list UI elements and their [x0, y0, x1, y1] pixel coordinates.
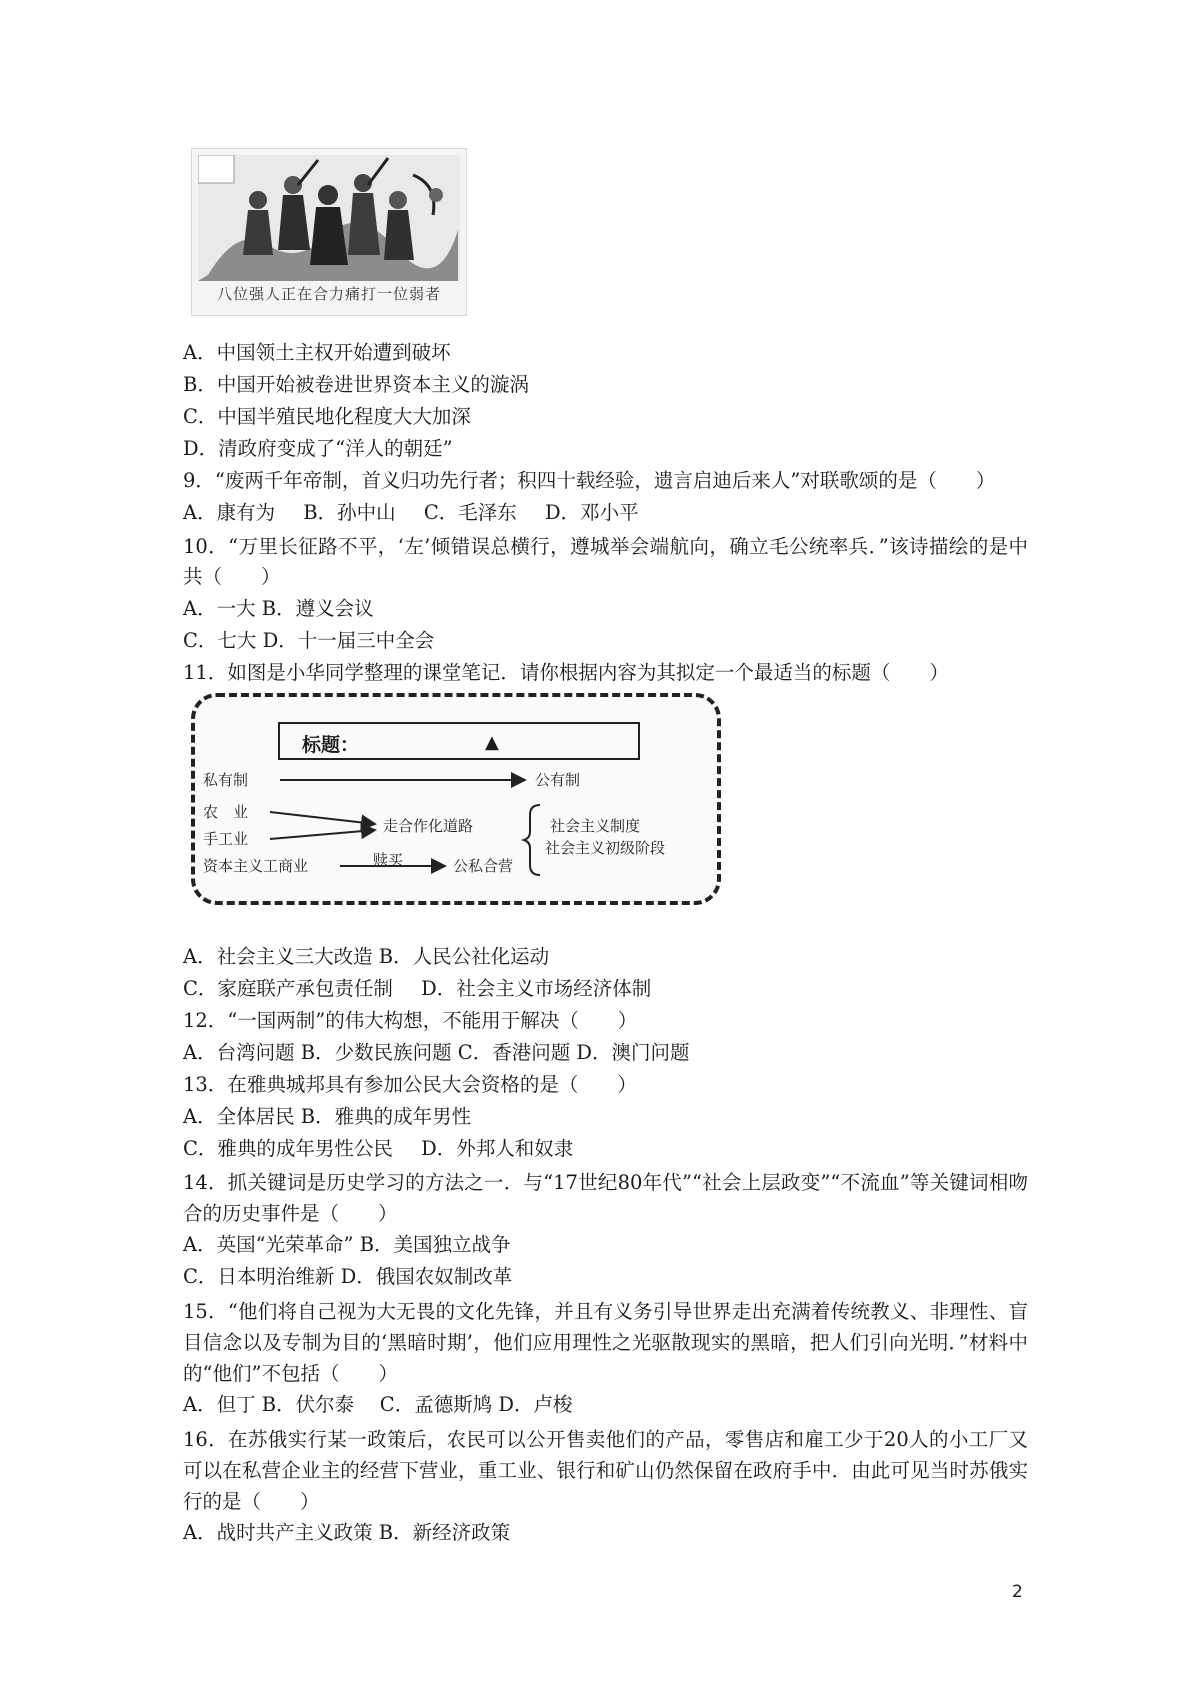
q13-option-c: C．雅典的成年男性公民	[183, 1137, 393, 1160]
class-notes-diagram	[191, 693, 721, 905]
q16-stem: 16．在苏俄实行某一政策后，农民可以公开售卖他们的产品，零售店和雇工少于20人的小工厂又可以在私营企业主的经营下营业，重工业、银行和矿山仍然保留在政府手中．由此可见当时苏俄实行的是（ ）	[183, 1428, 1028, 1513]
q9-option-b: B．孙中山	[303, 501, 396, 524]
label-agriculture: 农 业	[203, 803, 249, 821]
q15-options: A．但丁 B．伏尔泰 C．孟德斯鸠 D．卢梭	[183, 1393, 573, 1416]
q10-stem: 10．“万里长征路不平，‘左’倾错误总横行，遵城举会端航向，确立毛公统率兵．”该诗描绘的是中共（ ）	[183, 535, 1028, 588]
q13-option-d: D．外邦人和奴隶	[421, 1137, 574, 1160]
cartoon-caption: 八位强人正在合力痛打一位弱者	[216, 285, 441, 303]
q8-option-c: C．中国半殖民地化程度大大加深	[183, 405, 471, 428]
q8-option-b: B．中国开始被卷进世界资本主义的漩涡	[183, 373, 529, 396]
q13-option-row2	[183, 1136, 573, 1162]
label-public: 公有制	[535, 771, 581, 789]
page-number: 2	[1012, 1582, 1023, 1602]
q10-option-row2: C．七大 D．十一届三中全会	[183, 629, 435, 652]
q14-option-row1: A．英国“光荣革命” B．美国独立战争	[183, 1233, 511, 1256]
q11-option-d: D．社会主义市场经济体制	[421, 977, 652, 1000]
q12-stem: 12．“一国两制”的伟大构想，不能用于解决（ ）	[183, 1009, 638, 1032]
q9-option-a: A．康有为	[183, 501, 276, 524]
q9-option-d: D．邓小平	[544, 501, 639, 524]
q8-option-a: A．中国领土主权开始遭到破坏	[183, 341, 451, 364]
triangle-icon: ▲	[485, 732, 499, 753]
label-capitalist-commerce: 资本主义工商业	[203, 857, 309, 875]
q13-stem: 13．在雅典城邦具有参加公民大会资格的是（ ）	[183, 1073, 637, 1096]
q11-option-row1: A．社会主义三大改造 B．人民公社化运动	[183, 945, 550, 968]
label-buyout: 赎买	[373, 851, 404, 869]
cartoon-figure	[191, 148, 467, 316]
q11-option-c: C．家庭联产承包责任制	[183, 977, 393, 1000]
q12-options: A．台湾问题 B．少数民族问题 C．香港问题 D．澳门问题	[183, 1041, 690, 1064]
label-handicraft: 手工业	[203, 830, 249, 848]
notes-title-label: 标题：	[302, 734, 360, 756]
q14-option-row2: C．日本明治维新 D．俄国农奴制改革	[183, 1265, 513, 1288]
q14-stem: 14．抓关键词是历史学习的方法之一．与“17世纪80年代”“社会上层政变”“不流血”等关键词相吻合的历史事件是（ ）	[183, 1171, 1028, 1225]
q9-option-c: C．毛泽东	[423, 501, 517, 524]
label-primary-stage: 社会主义初级阶段	[545, 839, 666, 857]
q9-options	[183, 500, 639, 526]
q11-stem: 11．如图是小华同学整理的课堂笔记．请你根据内容为其拟定一个最适当的标题（ ）	[183, 661, 949, 684]
q16-options: A．战时共产主义政策 B．新经济政策	[183, 1521, 511, 1544]
q11-option-row2	[183, 976, 651, 1002]
q8-option-d: D．清政府变成了“洋人的朝廷”	[183, 437, 453, 460]
cartoon-illustration	[198, 155, 460, 281]
q10-option-row1: A．一大 B．遵义会议	[183, 597, 374, 620]
q13-option-row1: A．全体居民 B．雅典的成年男性	[183, 1105, 472, 1128]
label-joint-venture: 公私合营	[453, 857, 514, 875]
label-cooperative: 走合作化道路	[383, 817, 474, 835]
q9-stem: 9．“废两千年帝制，首义归功先行者；积四十载经验，遗言启迪后来人”对联歌颂的是（ ）	[183, 469, 996, 492]
label-socialist-system: 社会主义制度	[550, 817, 641, 835]
label-private: 私有制	[203, 771, 249, 789]
q15-stem: 15．“他们将自己视为大无畏的文化先锋，并且有义务引导世界走出充满着传统教义、非理性、盲目信念以及专制为目的‘黑暗时期’，他们应用理性之光驱散现实的黑暗，把人们引向光明．”材料中的“他们”不包括（ ）	[183, 1300, 1028, 1385]
